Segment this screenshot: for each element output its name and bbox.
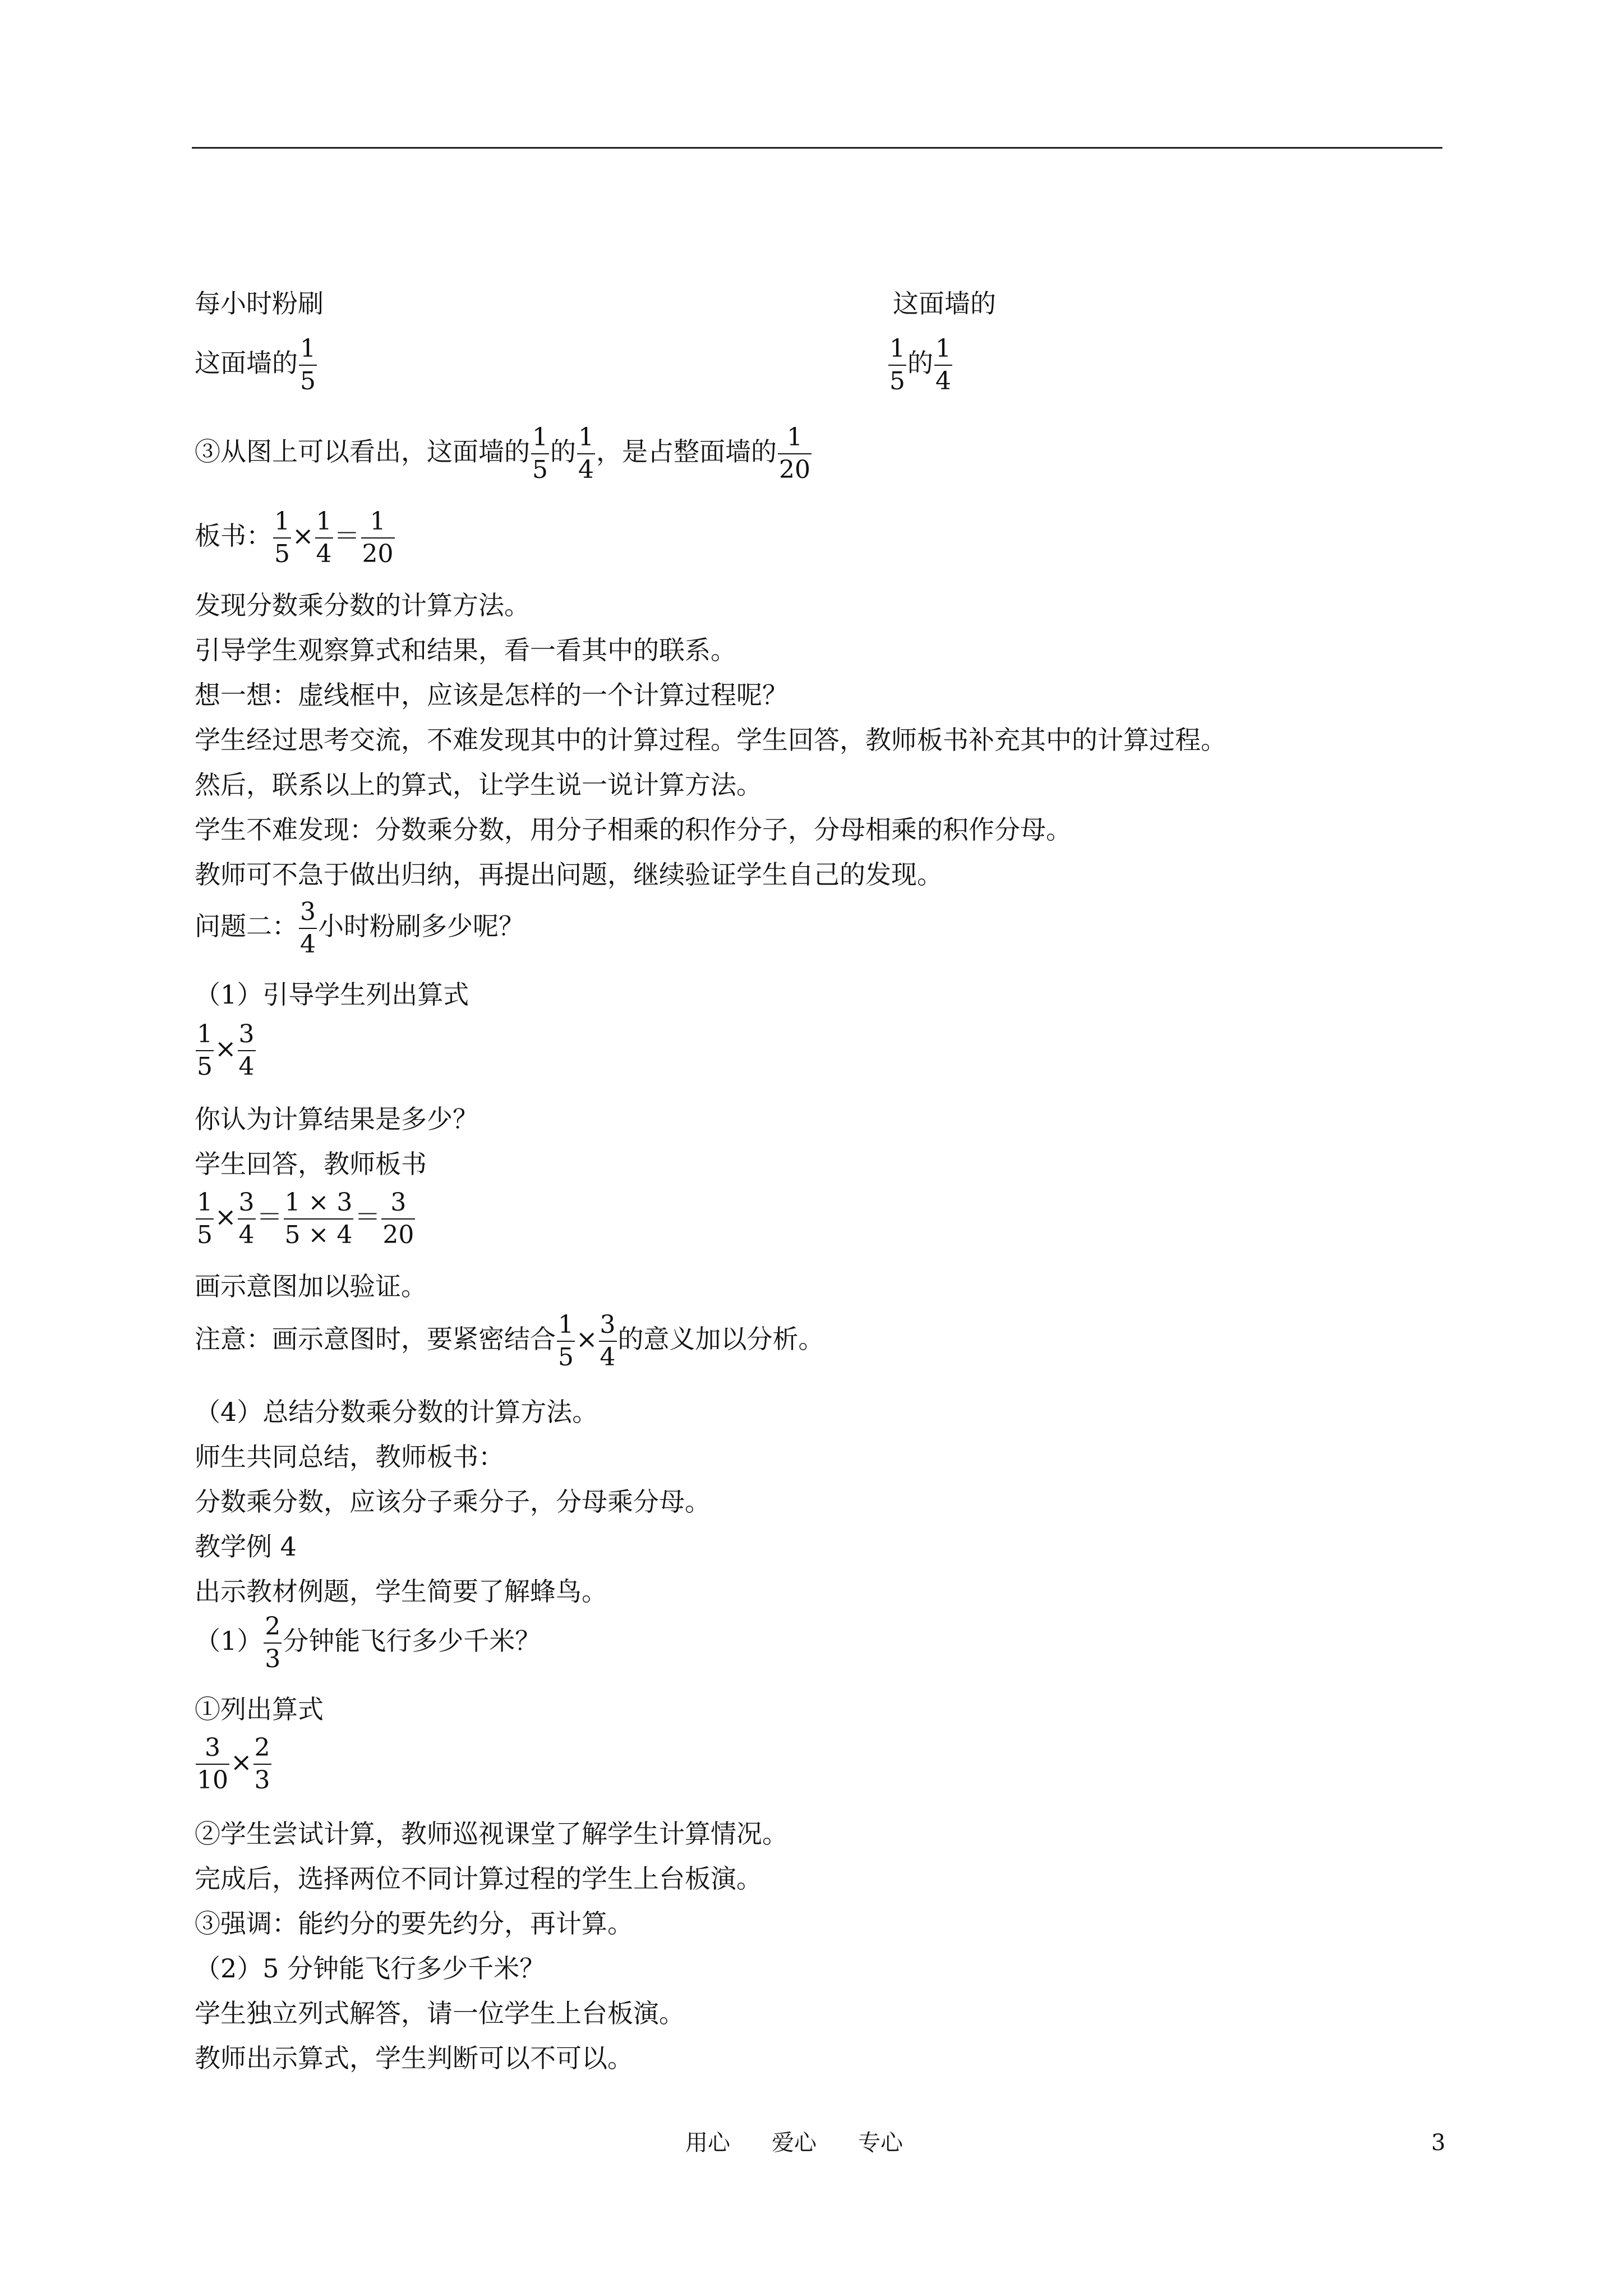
paragraph: 出示教材例题，学生简要了解蜂鸟。 (195, 1576, 607, 1607)
fraction-three-quarters: $\frac{3}{4}$ (238, 1188, 255, 1249)
footer-motto-2: 爱心 (772, 2130, 817, 2156)
fraction-one-twentieth: $\frac{1}{20}$ (362, 507, 394, 568)
paragraph: ②学生尝试计算，教师巡视课堂了解学生计算情况。 (195, 1819, 788, 1849)
paragraph: （2）5 分钟能飞行多少千米？ (195, 1953, 546, 1984)
fraction-one-fifth: $\frac{1}{5}$ (889, 334, 905, 395)
paragraph: 学生不难发现：分数乘分数，用分子相乘的积作分子，分母相乘的积作分母。 (195, 815, 1072, 845)
fraction-one-fifth: $\frac{1}{5}$ (532, 423, 548, 484)
fraction-product-expanded: $\frac{1 \times 3}{5 \times 4}$ (284, 1188, 353, 1249)
caption-left-2: 这面墙的 $\frac{1}{5}$ (195, 334, 316, 395)
fraction-two-thirds: $\frac{2}{3}$ (265, 1612, 281, 1673)
paragraph: 学生回答，教师板书 (195, 1149, 427, 1179)
fraction-one-twentieth: $\frac{1}{20}$ (779, 423, 810, 484)
fraction-one-fifth: $\frac{1}{5}$ (197, 1188, 213, 1249)
fraction-one-fifth: $\frac{1}{5}$ (274, 507, 290, 568)
paragraph: 师生共同总结，教师板书： (195, 1442, 504, 1472)
fraction-three-quarters: $\frac{3}{4}$ (600, 1310, 616, 1372)
paragraph: （1）引导学生列出算式 (195, 979, 469, 1010)
paragraph: （4）总结分数乘分数的计算方法。 (195, 1397, 598, 1427)
expression-example: $\frac{3}{10}$ × $\frac{2}{3}$ (197, 1733, 270, 1795)
page-number: 3 (1431, 2130, 1446, 2156)
paragraph: ①列出算式 (195, 1694, 324, 1724)
footer-motto-1: 用心 (685, 2130, 730, 2156)
fraction-three-quarters: $\frac{3}{4}$ (238, 1020, 255, 1081)
paragraph: 学生独立列式解答，请一位学生上台板演。 (195, 1998, 685, 2028)
board-equation: 板书： $\frac{1}{5}$ × $\frac{1}{4}$ ＝ $\frac{1}{20}$ (195, 507, 394, 568)
paragraph: 发现分数乘分数的计算方法。 (195, 590, 530, 620)
footer-motto-3: 专心 (858, 2130, 903, 2156)
fraction-one-fifth: $\frac{1}{5}$ (300, 334, 316, 395)
fraction-three-quarters: $\frac{3}{4}$ (300, 898, 316, 959)
caption-right-2: $\frac{1}{5}$ 的 $\frac{1}{4}$ (889, 334, 951, 395)
fraction-three-tenths: $\frac{3}{10}$ (197, 1733, 228, 1795)
caption-left-1: 每小时粉刷 (195, 288, 324, 319)
paragraph: ③强调：能约分的要先约分，再计算。 (195, 1908, 633, 1939)
paragraph: 你认为计算结果是多少？ (195, 1104, 478, 1134)
paragraph: 教师可不急于做出归纳，再提出问题，继续验证学生自己的发现。 (195, 859, 943, 890)
example-question-one: （1） $\frac{2}{3}$ 分钟能飞行多少千米？ (195, 1612, 541, 1673)
paragraph: 完成后，选择两位不同计算过程的学生上台板演。 (195, 1864, 762, 1894)
observation-line: ③从图上可以看出，这面墙的 $\frac{1}{5}$ 的 $\frac{1}{4}$ ，是占整面墙的 $\frac{1}{20}$ (195, 423, 810, 484)
paragraph: 教师出示算式，学生判断可以不可以。 (195, 2043, 633, 2073)
paragraph: 学生经过思考交流，不难发现其中的计算过程。学生回答，教师板书补充其中的计算过程。 (195, 725, 1227, 755)
caption-right-1: 这面墙的 (893, 288, 996, 319)
fraction-one-fifth: $\frac{1}{5}$ (558, 1310, 574, 1372)
fraction-one-quarter: $\frac{1}{4}$ (935, 334, 951, 395)
paragraph: 教学例 4 (195, 1531, 297, 1562)
expression-expanded: $\frac{1}{5}$ × $\frac{3}{4}$ ＝ $\frac{1 \times 3}{5 \times 4}$ ＝ $\frac{3}{20}$ (197, 1188, 414, 1249)
paragraph: 画示意图加以验证。 (195, 1271, 427, 1301)
paragraph: 引导学生观察算式和结果，看一看其中的联系。 (195, 635, 736, 665)
fraction-one-quarter: $\frac{1}{4}$ (578, 423, 594, 484)
header-rule (192, 147, 1442, 149)
fraction-three-twentieths: $\frac{3}{20}$ (382, 1188, 414, 1249)
paragraph: 然后，联系以上的算式，让学生说一说计算方法。 (195, 770, 762, 800)
expression-one: $\frac{1}{5}$ × $\frac{3}{4}$ (197, 1020, 255, 1081)
fraction-one-fifth: $\frac{1}{5}$ (197, 1020, 213, 1081)
fraction-one-quarter: $\frac{1}{4}$ (316, 507, 332, 568)
paragraph: 想一想：虚线框中，应该是怎样的一个计算过程呢？ (195, 680, 788, 710)
note-line: 注意：画示意图时，要紧密结合 $\frac{1}{5}$ × $\frac{3}{4}$ 的意义加以分析。 (195, 1310, 824, 1372)
question-two: 问题二： $\frac{3}{4}$ 小时粉刷多少呢？ (195, 898, 524, 959)
paragraph: 分数乘分数，应该分子乘分子，分母乘分母。 (195, 1487, 711, 1517)
fraction-two-thirds: $\frac{2}{3}$ (254, 1733, 270, 1795)
